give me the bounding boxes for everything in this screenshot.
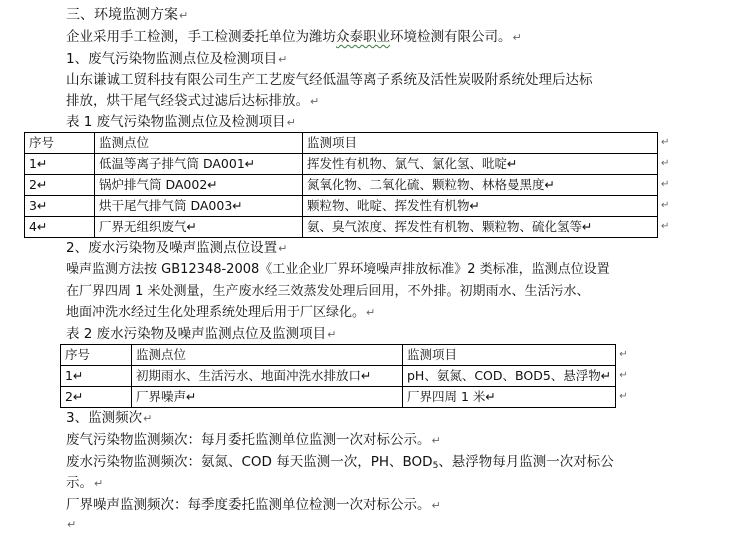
table-cell: pH、氨氮、COD、BOD5、悬浮物↵ (403, 366, 616, 387)
table-water-noise-monitoring (60, 344, 629, 408)
row-end-mark: ↵ (661, 200, 670, 211)
table-cell: 1↵ (61, 366, 132, 387)
table-cell: 4↵ (25, 217, 95, 238)
table-cell: 烘干尾气排气筒 DA003↵ (95, 196, 303, 217)
table-row (25, 196, 670, 217)
table-row (25, 217, 670, 238)
table-cell: 厂界无组织废气↵ (95, 217, 303, 238)
table-row (25, 154, 670, 175)
header-cell: 监测项目 (303, 133, 658, 154)
subheading-water-noise: 2、废水污染物及噪声监测点位设置↵ (66, 240, 288, 256)
noise-paragraph-line: 地面冲洗水经过生化处理系统处理后用于厂区绿化。↵ (66, 305, 376, 320)
noise-paragraph-line: 在厂界四周 1 米处测量，生产废水经三效蒸发处理后回用，不外排。初期雨水、生活污水、 (66, 284, 590, 299)
header-cell: 序号 (61, 345, 132, 366)
header-cell: 序号 (25, 133, 95, 154)
table-cell: 颗粒物、吡啶、挥发性有机物↵ (303, 196, 658, 217)
row-end-mark: ↵ (661, 179, 670, 190)
header-cell: 监测点位 (95, 133, 303, 154)
table1-caption: 表 1 废气污染物监测点位及检测项目↵ (66, 114, 296, 130)
water-frequency-line: 废水污染物监测频次：氨氮、COD 每天监测一次，PH、$BOD_5$、悬浮物每月监测一次对标公 (66, 454, 614, 471)
row-end-mark: ↵ (661, 221, 670, 232)
table-cell: 3↵ (25, 196, 95, 217)
table-row (25, 175, 670, 196)
intro-paragraph: 企业采用手工检测，手工检测委托单位为潍坊众泰职业环境检测有限公司。↵ (66, 29, 522, 45)
section-heading: 三、环境监测方案↵ (66, 7, 189, 23)
table-row (61, 387, 629, 408)
table-cell: 厂界四周 1 米↵ (403, 387, 616, 408)
gas-paragraph-line: 山东谦诚工贸科技有限公司生产工艺废气经低温等离子系统及活性炭吸附系统处理后达标 (66, 72, 593, 88)
end-paragraph-mark: ↵ (67, 518, 77, 531)
row-end-mark: ↵ (619, 391, 628, 402)
table-header-row (25, 133, 670, 154)
table-cell: 锅炉排气筒 DA002↵ (95, 175, 303, 196)
header-cell: 监测项目 (403, 345, 616, 366)
table-cell: 1↵ (25, 154, 95, 175)
table-cell: 初期雨水、生活污水、地面冲洗水排放口↵ (132, 366, 403, 387)
subheading-frequency: 3、监测频次↵ (66, 410, 153, 426)
gas-frequency-line: 废气污染物监测频次：每月委托监测单位监测一次对标公示。↵ (66, 432, 441, 448)
gas-paragraph-line: 排放，烘干尾气经袋式过滤后达标排放。↵ (66, 93, 320, 109)
noise-frequency-line: 厂界噪声监测频次：每季度委托监测单位检测一次对标公示。↵ (66, 497, 441, 513)
table-cell: 氨、臭气浓度、挥发性有机物、颗粒物、硫化氢等↵ (303, 217, 658, 238)
table-cell: 2↵ (25, 175, 95, 196)
row-end-mark: ↵ (619, 370, 628, 381)
table-row (61, 366, 629, 387)
subheading-gas-monitoring: 1、废气污染物监测点位及检测项目↵ (66, 51, 288, 67)
table2-caption: 表 2 废水污染物及噪声监测点位及监测项目↵ (66, 326, 337, 342)
table-gas-monitoring (24, 132, 670, 238)
row-end-mark: ↵ (661, 137, 670, 148)
row-end-mark: ↵ (619, 349, 628, 360)
table-cell: 挥发性有机物、氯气、氯化氢、吡啶↵ (303, 154, 658, 175)
table-header-row (61, 345, 629, 366)
noise-paragraph-line: 噪声监测方法按 GB12348-2008《工业企业厂界环境噪声排放标准》2 类标准，监测点位设置 (66, 262, 610, 277)
water-frequency-line: 示。↵ (66, 475, 104, 491)
table-cell: 厂界噪声↵ (132, 387, 403, 408)
table-cell: 2↵ (61, 387, 132, 408)
table-cell: 低温等离子排气筒 DA001↵ (95, 154, 303, 175)
row-end-mark: ↵ (661, 158, 670, 169)
header-cell: 监测点位 (132, 345, 403, 366)
table-cell: 氮氧化物、二氧化硫、颗粒物、林格曼黑度↵ (303, 175, 658, 196)
